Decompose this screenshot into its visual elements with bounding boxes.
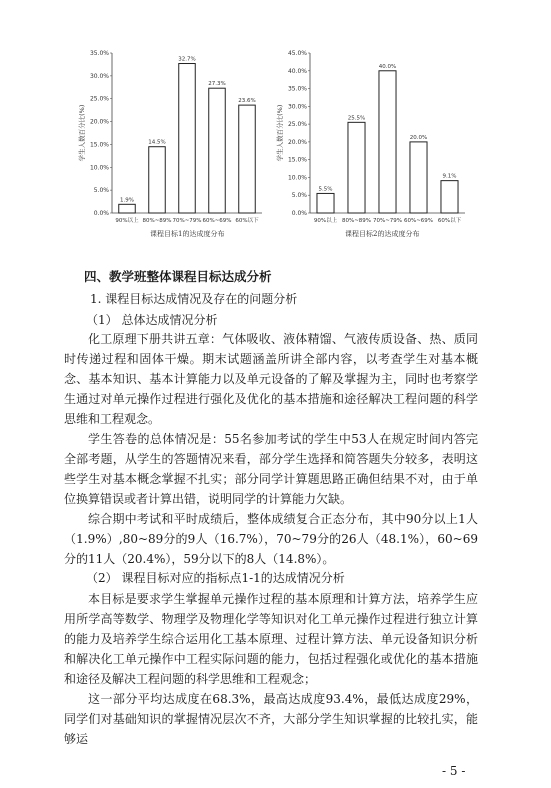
bar xyxy=(149,147,166,213)
y-tick-label: 40.0% xyxy=(287,67,307,75)
y-tick-label: 5.0% xyxy=(93,187,109,195)
bar xyxy=(239,105,256,213)
x-tick-label: 70%~79% xyxy=(372,218,403,224)
x-tick-label: 60%~69% xyxy=(403,218,434,224)
y-tick-label: 45.0% xyxy=(287,50,307,57)
bar xyxy=(119,204,136,213)
bar xyxy=(209,88,226,213)
bar-value-label: 27.3% xyxy=(208,81,226,88)
chart-objective-2 xyxy=(276,45,475,230)
y-tick-label: 20.0% xyxy=(287,138,307,146)
x-tick-label: 70%~79% xyxy=(172,218,202,224)
bar xyxy=(441,181,458,213)
y-tick-label: 0.0% xyxy=(93,210,109,217)
bar xyxy=(179,64,196,213)
bar-value-label: 23.6% xyxy=(238,98,256,105)
y-tick-label: 20.0% xyxy=(89,118,109,126)
y-tick-label: 15.0% xyxy=(287,156,307,164)
bar-value-label: 20.0% xyxy=(409,134,428,141)
y-tick-label: 35.0% xyxy=(287,85,307,93)
bar xyxy=(348,122,365,213)
chart-objective-1-caption: 课程目标1的达成度分布 xyxy=(150,230,225,238)
bar-value-label: 25.5% xyxy=(347,115,366,122)
paragraph-overview: 化工原理下册共讲五章：气体吸收、液体精馏、气液传质设备、热、质同时传递过程和固体干燥。期末试题涵盖所讲全部内容，以考查学生对基本概念、基本知识、基本计算能力以及单元设备的了解及掌握为主，同时也考察学生通过对单元操作过程进行强化及优化的基本措施和途径解决工程问题的科学思维和工程观念。 xyxy=(64,332,478,426)
item2-title: （2） 课程目标对应的指标点1-1的达成情况分析 xyxy=(86,571,345,585)
bar xyxy=(410,142,427,213)
y-tick-label: 10.0% xyxy=(287,174,307,182)
chart-objective-2-svg xyxy=(276,45,475,230)
x-tick-label: 90%以上 xyxy=(115,218,139,224)
x-tick-label: 60%~69% xyxy=(202,218,232,224)
x-tick-label: 80%~89% xyxy=(341,218,372,224)
section-title: 四、教学班整体课程目标达成分析 xyxy=(84,269,272,284)
x-tick-label: 90%以上 xyxy=(313,218,338,224)
page-number: - 5 - xyxy=(442,764,466,778)
y-tick-label: 5.0% xyxy=(291,192,307,200)
bar-value-label: 40.0% xyxy=(378,63,397,70)
y-tick-label: 10.0% xyxy=(89,164,109,172)
y-tick-label: 25.0% xyxy=(287,121,307,129)
y-axis-label: 学生人数百分比(%) xyxy=(276,104,284,162)
bar-value-label: 1.9% xyxy=(120,197,134,204)
item1-title: （1） 总体达成情况分析 xyxy=(86,313,218,327)
paragraph-objective-1-1: 本目标是要求学生掌握单元操作过程的基本原理和计算方法，培养学生应用所学高等数学、物理学及物理化学等知识对化工单元操作过程进行独立计算的能力及培养学生综合运用化工基本原理、过程计算方法、单元设备知识分析和解决化工单元操作中工程实际问题的能力，包括过程强化或优化的基本措施和途径及解决工程问题的科学思维和工程观念； xyxy=(64,592,478,686)
bar-value-label: 9.1% xyxy=(442,173,457,180)
y-tick-label: 25.0% xyxy=(89,95,109,103)
bar-value-label: 14.5% xyxy=(148,139,166,146)
paragraph-score-distribution: 综合期中考试和平时成绩后，整体成绩复合正态分布，其中90分以上1人（1.9%）,80~89分的9人（16.7%），70~79分的26人（48.1%），60~69分的11人（20.4%），59分以下的8人（14.8%）。 xyxy=(64,512,478,566)
subsection-title: 1. 课程目标达成情况及存在的问题分析 xyxy=(90,292,298,306)
bar xyxy=(379,71,396,213)
x-tick-label: 60%以下 xyxy=(437,218,462,224)
y-tick-label: 15.0% xyxy=(89,141,109,149)
y-tick-label: 35.0% xyxy=(89,50,109,57)
paragraph-exam-summary: 学生答卷的总体情况是：55名参加考试的学生中53人在规定时间内答完全部考题，从学生的答题情况来看，部分学生选择和简答题失分较多，表明这些学生对基本概念掌握不扎实；部分同学计算题思路正确但结果不对，由于单位换算错误或者计算出错，说明同学的计算能力欠缺。 xyxy=(64,432,478,506)
bar-value-label: 32.7% xyxy=(178,56,196,63)
bar-value-label: 5.5% xyxy=(318,186,333,193)
y-tick-label: 30.0% xyxy=(89,72,109,80)
chart-objective-1-svg xyxy=(78,45,272,230)
y-tick-label: 30.0% xyxy=(287,103,307,111)
bar xyxy=(317,193,334,213)
x-tick-label: 80%~89% xyxy=(142,218,172,224)
y-tick-label: 0.0% xyxy=(291,210,307,217)
chart-objective-1 xyxy=(78,45,272,230)
chart-objective-2-caption: 课程目标2的达成度分布 xyxy=(345,230,420,238)
x-tick-label: 60%以下 xyxy=(235,218,259,224)
paragraph-achievement-stats: 这一部分平均达成度在68.3%，最高达成度93.4%，最低达成度29%，同学们对基础知识的掌握情况层次不齐，大部分学生知识掌握的比较扎实，能够运 xyxy=(64,692,478,746)
y-axis-label: 学生人数百分比(%) xyxy=(78,104,86,162)
